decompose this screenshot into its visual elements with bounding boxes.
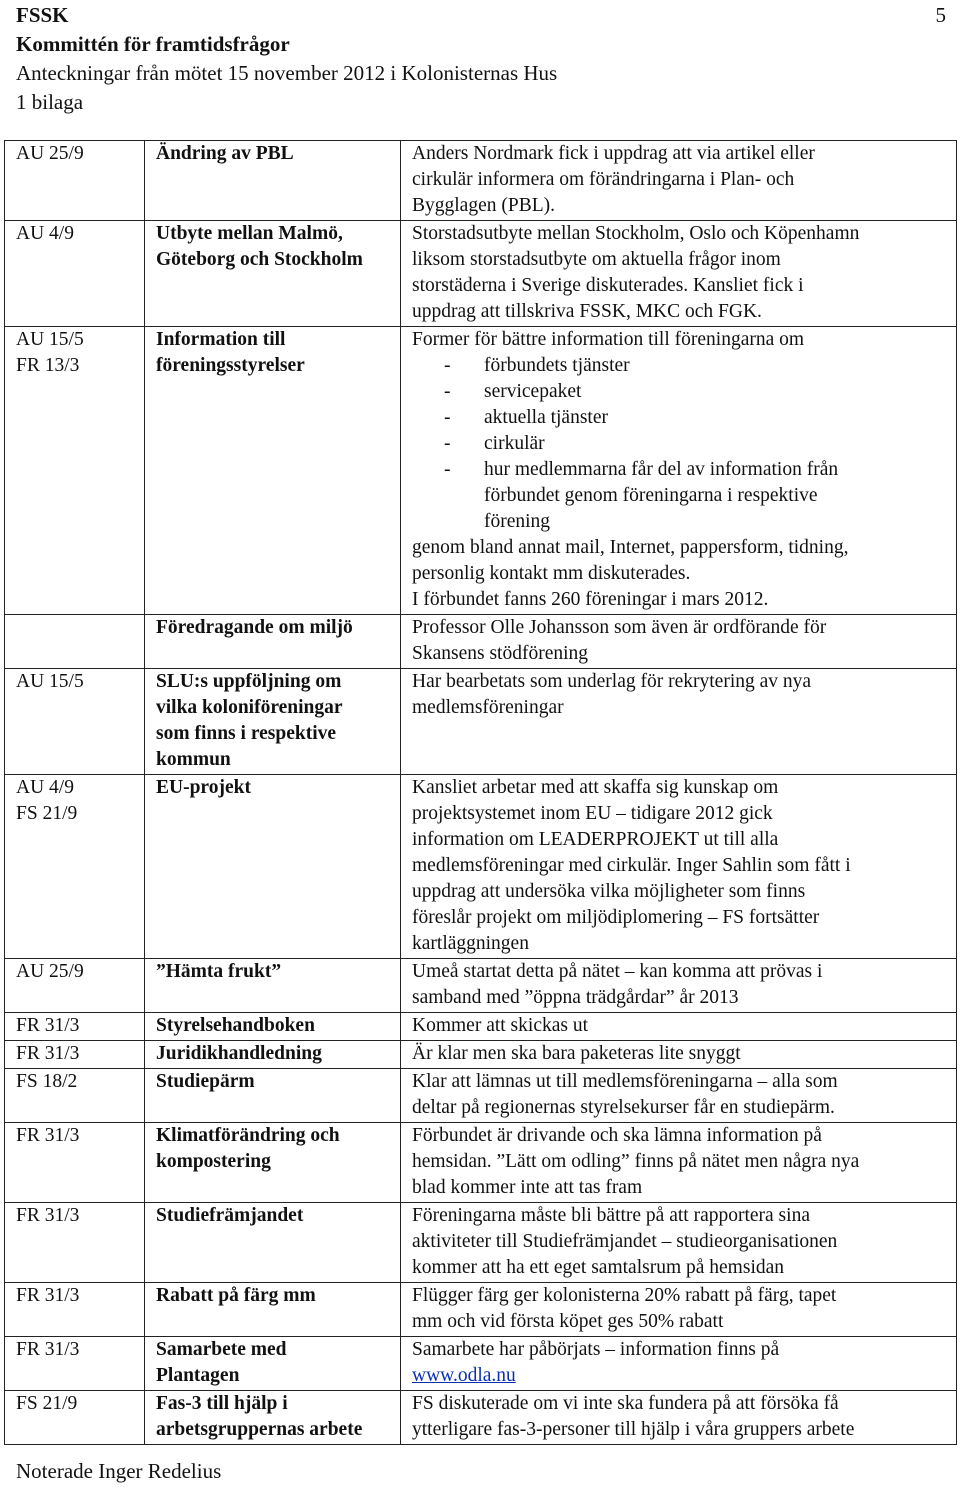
topic-cell xyxy=(145,775,401,959)
note-cell xyxy=(401,775,957,959)
page-header xyxy=(16,1,946,117)
note-cell xyxy=(401,1337,957,1391)
topic-title: Juridikhandledning xyxy=(156,1043,322,1064)
note-cell xyxy=(401,615,957,669)
reference-cell xyxy=(5,1041,145,1069)
org-name: FSSK xyxy=(16,3,69,27)
reference-cell xyxy=(5,775,145,959)
note-line: hemsidan. ”Lätt om odling” finns på nätet men några nya xyxy=(412,1151,860,1172)
note-cell xyxy=(401,1013,957,1041)
bullet-item: - aktuella tjänster xyxy=(444,407,608,428)
note-line: Har bearbetats som underlag för rekrytering av nya xyxy=(412,671,812,692)
topic-cell xyxy=(145,1041,401,1069)
table-row xyxy=(5,1013,957,1041)
topic-title: föreningsstyrelser xyxy=(156,355,305,376)
note-line: kartläggningen xyxy=(412,933,529,954)
reference-cell xyxy=(5,959,145,1013)
table-row xyxy=(5,1391,957,1445)
reference-code: FR 13/3 xyxy=(16,355,80,376)
note-line: medlemsföreningar xyxy=(412,697,564,718)
reference-code: FS 18/2 xyxy=(16,1071,78,1092)
note-line: personlig kontakt mm diskuterades. xyxy=(412,563,691,584)
topic-cell xyxy=(145,1123,401,1203)
reference-cell xyxy=(5,1069,145,1123)
note-cell xyxy=(401,1041,957,1069)
bullet-item: - cirkulär xyxy=(444,433,545,454)
topic-cell xyxy=(145,141,401,221)
reference-code: FR 31/3 xyxy=(16,1043,80,1064)
note-line: Bygglagen (PBL). xyxy=(412,195,555,216)
note-cell xyxy=(401,1069,957,1123)
note-cell xyxy=(401,221,957,327)
committee-name: Kommittén för framtidsfrågor xyxy=(16,32,290,56)
footer-note: Noterade Inger Redelius xyxy=(16,1459,222,1483)
reference-code: FR 31/3 xyxy=(16,1339,80,1360)
table-row xyxy=(5,669,957,775)
reference-code: AU 25/9 xyxy=(16,961,84,982)
table-row xyxy=(5,959,957,1013)
topic-title: Rabatt på färg mm xyxy=(156,1285,316,1306)
table-row xyxy=(5,1203,957,1283)
bullet-item: - servicepaket xyxy=(444,381,582,402)
reference-code: FR 31/3 xyxy=(16,1205,80,1226)
note-line: genom bland annat mail, Internet, pappersform, tidning, xyxy=(412,537,849,558)
note-line: FS diskuterade om vi inte ska fundera på att försöka få xyxy=(412,1393,839,1414)
note-line: Skansens stödförening xyxy=(412,643,589,664)
reference-cell xyxy=(5,1391,145,1445)
reference-code: AU 15/5 xyxy=(16,329,84,350)
reference-cell xyxy=(5,141,145,221)
note-line: storstäderna i Sverige diskuterades. Kansliet fick i xyxy=(412,275,804,296)
note-line: ytterligare fas-3-personer till hjälp i våra gruppers arbete xyxy=(412,1419,855,1440)
note-line: liksom storstadsutbyte om aktuella frågor inom xyxy=(412,249,781,270)
odla-link[interactable]: www.odla.nu xyxy=(412,1365,516,1386)
note-line: Storstadsutbyte mellan Stockholm, Oslo och Köpenhamn xyxy=(412,223,860,244)
table-row xyxy=(5,1283,957,1337)
note-line: information om LEADERPROJEKT ut till alla xyxy=(412,829,779,850)
reference-cell xyxy=(5,1337,145,1391)
topic-cell xyxy=(145,327,401,615)
table-row xyxy=(5,1123,957,1203)
topic-title: kommun xyxy=(156,749,231,770)
topic-title: arbetsgruppernas arbete xyxy=(156,1419,363,1440)
note-line: medlemsföreningar med cirkulär. Inger Sahlin som fått i xyxy=(412,855,851,876)
note-cell xyxy=(401,1283,957,1337)
topic-title: Styrelsehandboken xyxy=(156,1015,315,1036)
note-cell xyxy=(401,327,957,615)
reference-code: AU 4/9 xyxy=(16,223,74,244)
topic-title: Klimatförändring och xyxy=(156,1125,340,1146)
topic-title: Studiefrämjandet xyxy=(156,1205,304,1226)
table-row xyxy=(5,1337,957,1391)
note-line: Kommer att skickas ut xyxy=(412,1015,589,1036)
note-cell xyxy=(401,1203,957,1283)
topic-cell xyxy=(145,221,401,327)
note-line: uppdrag att undersöka vilka möjligheter som finns xyxy=(412,881,806,902)
topic-title: SLU:s uppföljning om xyxy=(156,671,342,692)
note-line: Samarbete har påbörjats – information finns på xyxy=(412,1339,780,1360)
reference-cell xyxy=(5,615,145,669)
note-line: uppdrag att tillskriva FSSK, MKC och FGK. xyxy=(412,301,762,322)
topic-cell xyxy=(145,959,401,1013)
table-row xyxy=(5,1041,957,1069)
topic-title: Göteborg och Stockholm xyxy=(156,249,363,270)
reference-code: FS 21/9 xyxy=(16,1393,78,1414)
note-line: aktiviteter till Studiefrämjandet – studieorganisationen xyxy=(412,1231,838,1252)
topic-cell xyxy=(145,1203,401,1283)
table-row xyxy=(5,141,957,221)
reference-code: FR 31/3 xyxy=(16,1285,80,1306)
note-line: Föreningarna måste bli bättre på att rapportera sina xyxy=(412,1205,810,1226)
reference-code: AU 25/9 xyxy=(16,143,84,164)
note-line: mm och vid första köpet ges 50% rabatt xyxy=(412,1311,724,1332)
note-line: Anders Nordmark fick i uppdrag att via artikel eller xyxy=(412,143,815,164)
topic-cell xyxy=(145,1283,401,1337)
minutes-table xyxy=(4,140,957,1445)
topic-title: Föredragande om miljö xyxy=(156,617,353,638)
bullet-continuation: förbundet genom föreningarna i respektive xyxy=(484,485,818,506)
note-line: Är klar men ska bara paketeras lite snyggt xyxy=(412,1043,741,1064)
topic-title: ”Hämta frukt” xyxy=(156,961,282,982)
table-row xyxy=(5,775,957,959)
reference-code: FR 31/3 xyxy=(16,1015,80,1036)
topic-title: som finns i respektive xyxy=(156,723,337,744)
note-line: föreslår projekt om miljödiplomering – FS fortsätter xyxy=(412,907,820,928)
topic-title: vilka koloniföreningar xyxy=(156,697,343,718)
topic-cell xyxy=(145,1013,401,1041)
reference-cell xyxy=(5,1013,145,1041)
reference-code: FS 21/9 xyxy=(16,803,78,824)
note-cell xyxy=(401,959,957,1013)
note-line: Förbundet är drivande och ska lämna information på xyxy=(412,1125,822,1146)
link-line xyxy=(412,1363,950,1389)
reference-code: FR 31/3 xyxy=(16,1125,80,1146)
reference-code: AU 4/9 xyxy=(16,777,74,798)
table-row xyxy=(5,1069,957,1123)
note-line: I förbundet fanns 260 föreningar i mars 2012. xyxy=(412,589,769,610)
note-line: samband med ”öppna trädgårdar” år 2013 xyxy=(412,987,739,1008)
note-line: Umeå startat detta på nätet – kan komma att prövas i xyxy=(412,961,823,982)
topic-title: kompostering xyxy=(156,1151,271,1172)
bullet-item: - hur medlemmarna får del av information från xyxy=(444,459,839,480)
page-number: 5 xyxy=(935,3,946,27)
topic-title: Information till xyxy=(156,329,286,350)
note-line: kommer att ha ett eget samtalsrum på hemsidan xyxy=(412,1257,785,1278)
note-intro: Former för bättre information till föreningarna om xyxy=(412,329,805,350)
note-line: blad kommer inte att tas fram xyxy=(412,1177,643,1198)
reference-code: AU 15/5 xyxy=(16,671,84,692)
note-line: Professor Olle Johansson som även är ordförande för xyxy=(412,617,827,638)
reference-cell xyxy=(5,1283,145,1337)
topic-title: Utbyte mellan Malmö, xyxy=(156,223,343,244)
note-line: cirkulär informera om förändringarna i Plan- och xyxy=(412,169,795,190)
topic-title: Ändring av PBL xyxy=(156,143,294,164)
topic-cell xyxy=(145,1391,401,1445)
topic-title: EU-projekt xyxy=(156,777,251,798)
topic-cell xyxy=(145,615,401,669)
topic-title: Plantagen xyxy=(156,1365,240,1386)
topic-title: Studiepärm xyxy=(156,1071,255,1092)
topic-cell xyxy=(145,1069,401,1123)
note-cell xyxy=(401,141,957,221)
reference-cell xyxy=(5,221,145,327)
note-line: Klar att lämnas ut till medlemsföreningarna – alla som xyxy=(412,1071,838,1092)
topic-title: Fas-3 till hjälp i xyxy=(156,1393,288,1414)
topic-cell xyxy=(145,1337,401,1391)
note-cell xyxy=(401,669,957,775)
table-row xyxy=(5,221,957,327)
table-row xyxy=(5,327,957,615)
bullet-item: - förbundets tjänster xyxy=(444,355,630,376)
meeting-title: Anteckningar från mötet 15 november 2012 i Kolonisternas Hus xyxy=(16,61,558,85)
topic-cell xyxy=(145,669,401,775)
note-line: Flügger färg ger kolonisterna 20% rabatt på färg, tapet xyxy=(412,1285,837,1306)
topic-title: Samarbete med xyxy=(156,1339,287,1360)
bullet-continuation: förening xyxy=(484,511,551,532)
note-cell xyxy=(401,1391,957,1445)
note-line: deltar på regionernas styrelsekurser får en studiepärm. xyxy=(412,1097,835,1118)
note-line: Kansliet arbetar med att skaffa sig kunskap om xyxy=(412,777,779,798)
reference-cell xyxy=(5,327,145,615)
reference-cell xyxy=(5,1123,145,1203)
note-line: projektsystemet inom EU – tidigare 2012 gick xyxy=(412,803,773,824)
reference-cell xyxy=(5,669,145,775)
table-row xyxy=(5,615,957,669)
reference-cell xyxy=(5,1203,145,1283)
note-cell xyxy=(401,1123,957,1203)
attachment-label: 1 bilaga xyxy=(16,90,84,114)
